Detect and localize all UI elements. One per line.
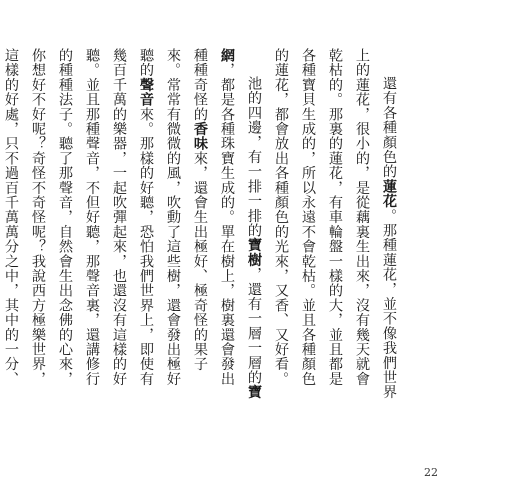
text-segment: ，還有一層一層的: [246, 267, 262, 386]
text-segment: 還有各種顏色的: [381, 76, 397, 180]
text-segment: ，都是各種珠寶生成的。單在樹上，樹裏還會發出種種奇怪的: [192, 48, 235, 387]
emphasized-term: 蓮花: [381, 179, 397, 209]
paragraph: [0, 48, 267, 400]
text-segment: 池的四邊，有一排一排的: [246, 76, 262, 239]
text-segment: 來，還會生出極好、極奇怪的果子來。常常有微微的風，吹動了這些樹，還會發出極好聽的: [138, 48, 208, 387]
paragraph: [267, 48, 402, 400]
text-segment: 。那種蓮花，並不像我們世界上的蓮花，很小的，是從藕裏生出來，沒有幾天就會乾枯的。那裏的蓮花，有車輪盤一樣的大，並且都是各種寶貝生成的，所以永遠不會乾枯。並且各種顏色的蓮花，都會放出各種顏色的光來，又香、又好看。: [273, 48, 397, 400]
emphasized-term: 聲音: [138, 77, 154, 107]
vertical-text-body: [3, 48, 402, 400]
text-segment: 來。那樣的好聽，恐怕我們世界上，即使有幾百千萬的樂器，一起吹彈起來，也還沒有這樣的好聽。並且那種聲音，不但好聽，那聲音裏，還講修行的種種法子。聽了那聲音，自然會生出念佛的心來，你想好不好呢？奇怪不奇怪呢？我說西方極樂世界，這樣的好處，只不過百千萬萬分之中，其中的一分、: [3, 48, 154, 387]
emphasized-term: 寶網: [219, 48, 262, 400]
emphasized-term: 香味: [192, 121, 208, 151]
emphasized-term: 寶樹: [246, 238, 262, 268]
page-number: 22: [424, 466, 438, 479]
